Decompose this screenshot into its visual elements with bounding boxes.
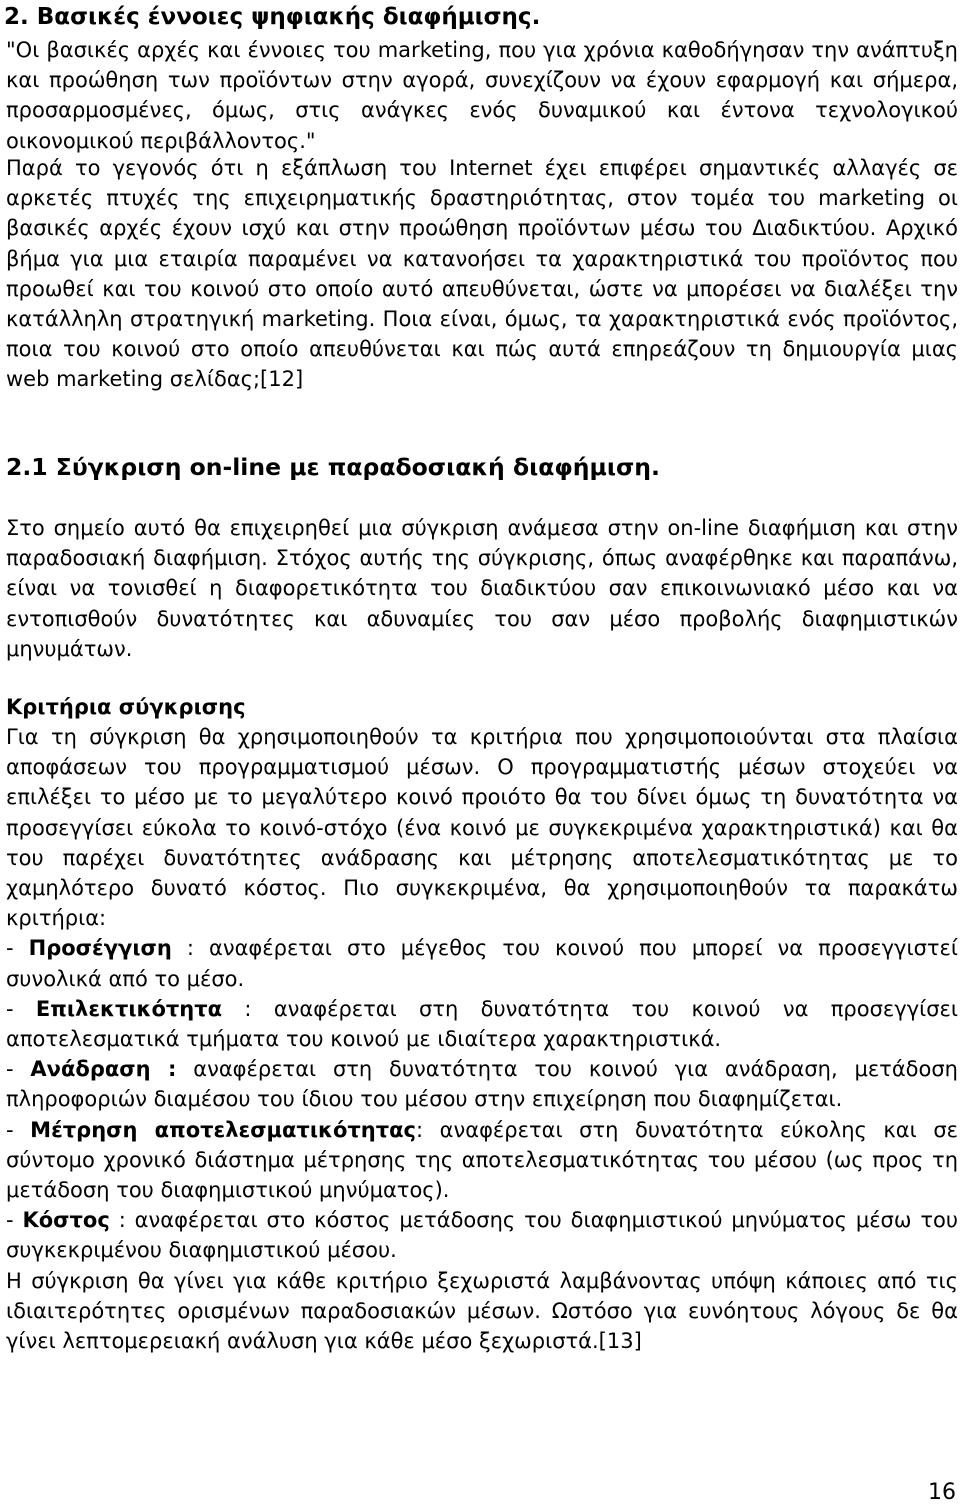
criterion-item	[6, 994, 958, 1054]
criterion-item	[6, 1205, 958, 1265]
criterion-dash: -	[6, 936, 29, 961]
intro-quote: "Οι βασικές αρχές και έννοιες του marketing, που για χρόνια καθοδήγησαν την ανάπτυξη και προώθηση των προϊόντων στην αγορά, συνεχίζουν να έχουν εφαρμογή και σήμερα, προσαρμοσμένες, όμως, στις ανάγκες ενός δυναμικού και έντονα τεχνολογικού οικονομικού περιβάλλοντος."	[6, 38, 958, 153]
criterion-text: : αναφέρεται στη δυνατότητα εύκολης και σε σύντομο χρονικό διάστημα μέτρησης της αποτελεσματικότητας του μέσου (ως προς τη μετάδοση του διαφημιστικού μηνύματος).	[6, 1117, 958, 1203]
criterion-dash: -	[6, 1117, 31, 1142]
intro-body: Παρά το γεγονός ότι η εξάπλωση του Internet έχει επιφέρει σημαντικές αλλαγές σε αρκετές πτυχές της επιχειρηματικής δραστηριότητας, στον τομέα του marketing οι βασικές αρχές έχουν ισχύ και στην προώθηση προϊόντων μέσω του Διαδικτύου. Αρχικό βήμα για μια εταιρία παραμένει να κατανοήσει τα χαρακτηριστικά του προϊόντος που προωθεί και του κοινού στο οποίο αυτό απευθύνεται, ώστε να μπορέσει να διαλέξει την κατάλληλη στρατηγική marketing. Ποια είναι, όμως, τα χαρακτηριστικά ενός προϊόντος, ποια του κοινού στο οποίο απευθύνεται και πώς αυτά επηρεάζουν τη δημιουργία μιας web marketing σελίδας;[12]	[6, 156, 958, 392]
criteria-intro: Για τη σύγκριση θα χρησιμοποιηθούν τα κριτήρια που χρησιμοποιούνται στα πλαίσια αποφάσεων του προγραμματισμού μέσων. Ο προγραμματιστής μέσων στοχεύει να επιλέξει το μέσο με το μεγαλύτερο κοινό προιότο θα του δίνει όμως τη δυνατότητα να προσεγγίσει εύκολα το κοινό-στόχο (ένα κοινό με συγκεκριμένα χαρακτηριστικά) και θα του παρέχει δυνατότητες ανάδρασης και μέτρησης αποτελεσματικότητας με το χαμηλότερο δυνατό κόστος. Πιο συγκεκριμένα, θα χρησιμοποιηθούν τα παρακάτω κριτήρια:	[6, 725, 958, 931]
criterion-item	[6, 1054, 958, 1114]
criteria-block	[6, 722, 958, 1356]
closing-paragraph: Η σύγκριση θα γίνει για κάθε κριτήριο ξεχωριστά λαμβάνοντας υπόψη κάποιες από τις ιδιαιτερότητες ορισμένων παραδοσιακών μέσων. Ωστόσο για ευνόητους λόγους δε θα γίνει λεπτομερειακή ανάλυση για κάθε μέσο ξεχωριστά.[13]	[6, 1268, 958, 1354]
criterion-term: Επιλεκτικότητα	[35, 996, 223, 1021]
subsection-title: 2.1 Σύγκριση on-line με παραδοσιακή διαφήμιση.	[6, 453, 660, 481]
criterion-item	[6, 1115, 958, 1206]
criterion-text: : αναφέρεται στο κόστος μετάδοσης του διαφημιστικού μηνύματος μέσω του συγκεκριμένου διαφημιστικού μέσου.	[6, 1208, 958, 1263]
criterion-dash: -	[6, 1208, 23, 1233]
criterion-dash: -	[6, 996, 36, 1021]
criterion-text: αναφέρεται στη δυνατότητα του κοινού για ανάδραση, μετάδοση πληροφοριών διαμέσου του ίδιου του μέσου στην επιχείρηση που διαφημίζεται.	[6, 1057, 958, 1112]
section-title: 2. Βασικές έννοιες ψηφιακής διαφήμισης.	[4, 4, 541, 30]
criterion-term: Ανάδραση :	[30, 1057, 177, 1082]
criteria-heading: Κριτήρια σύγκρισης	[6, 695, 246, 719]
page-number: 16	[928, 1480, 956, 1505]
criterion-term: Μέτρηση αποτελεσματικότητας	[30, 1117, 416, 1142]
criterion-dash: -	[6, 1057, 31, 1082]
criterion-term: Προσέγγιση	[28, 936, 172, 961]
criterion-text: : αναφέρεται στη δυνατότητα του κοινού να προσεγγίσει αποτελεσματικά τμήματα του κοινού με ιδιαίτερα χαρακτηριστικά.	[6, 996, 958, 1052]
criterion-text: : αναφέρεται στο μέγεθος του κοινού που μπορεί να προσεγγιστεί συνολικά από το μέσο.	[6, 936, 958, 991]
criterion-item	[6, 933, 958, 993]
subsection-body: Στο σημείο αυτό θα επιχειρηθεί μια σύγκριση ανάμεσα στην on-line διαφήμιση και στην παραδοσιακή διαφήμιση. Στόχος αυτής της σύγκρισης, όπως αναφέρθηκε και παραπάνω, είναι να τονισθεί η διαφορετικότητα του διαδικτύου σαν επικοινωνιακό μέσο και να εντοπισθούν δυνατότητες και αδυναμίες του σαν μέσο προβολής διαφημιστικών μηνυμάτων.	[6, 516, 958, 661]
criterion-term: Κόστος	[22, 1208, 110, 1233]
